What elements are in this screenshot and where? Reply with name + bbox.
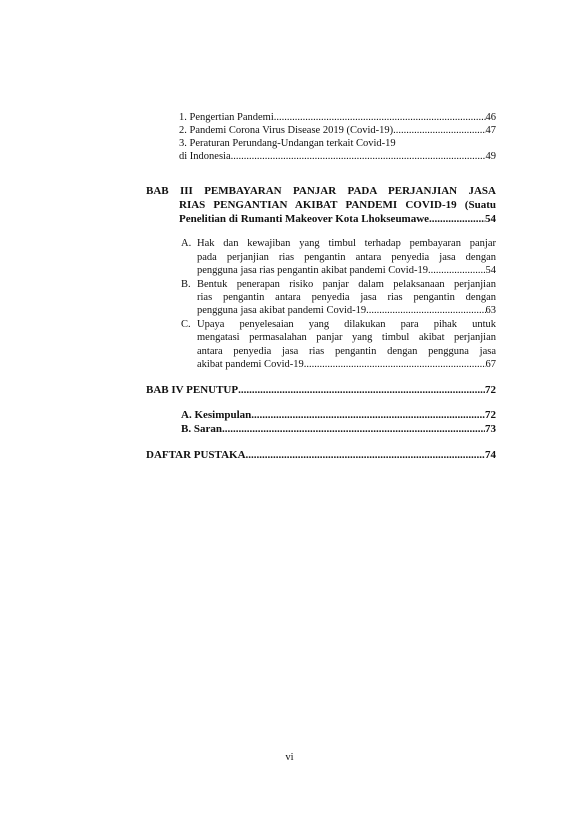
toc-leader — [274, 111, 486, 124]
toc-leader — [231, 150, 486, 163]
item-line[interactable] — [197, 358, 496, 371]
toc-entry-text: 2. Pandemi Corona Virus Disease 2019 (Covid-19) — [179, 125, 394, 136]
toc-entry[interactable] — [179, 124, 496, 137]
chapter-heading-line[interactable] — [146, 449, 496, 462]
chapter-heading-line[interactable] — [179, 213, 496, 226]
item-line[interactable] — [197, 264, 496, 277]
item-page: 63 — [485, 305, 496, 316]
item-letter: B. — [181, 279, 191, 290]
item-line[interactable]: antara penyedia jasa rias pengantin dengan pengguna jasa — [197, 346, 496, 357]
item-page: 67 — [485, 359, 496, 370]
page-number: vi — [285, 752, 294, 763]
chapter-heading-text: DAFTAR PUSTAKA — [146, 449, 246, 461]
item-line[interactable]: Bentuk penerapan risiko panjar dalam pelaksanaan perjanjian — [197, 279, 496, 290]
toc-entry-page: 72 — [485, 409, 496, 421]
chapter-heading-text: Penelitian di Rumanti Makeover Kota Lhokseumawe — [179, 213, 430, 225]
toc-leader — [246, 449, 485, 462]
item-line[interactable]: Hak dan kewajiban yang timbul terhadap pembayaran panjar — [197, 238, 496, 249]
item-letter: C. — [181, 319, 191, 330]
toc-leader — [393, 124, 485, 137]
toc-entry-text: di Indonesia — [179, 151, 231, 162]
toc-entry-text: A. Kesimpulan — [181, 409, 252, 421]
toc-entry[interactable] — [179, 111, 496, 124]
toc-entry-page: 47 — [485, 125, 496, 136]
item-text: pengguna jasa akibat pandemi Covid-19 — [197, 305, 367, 316]
toc-leader — [304, 358, 486, 371]
item-line[interactable]: rias pengantin antara penyedia jasa rias pengantin dengan — [197, 292, 496, 303]
toc-entry-text: B. Saran — [181, 423, 222, 435]
toc-entry-page: 46 — [485, 112, 496, 123]
chapter-page: 72 — [485, 384, 496, 396]
toc-leader — [251, 409, 485, 422]
chapter-page: 74 — [485, 449, 496, 461]
item-line[interactable] — [197, 304, 496, 317]
item-line[interactable]: Upaya penyelesaian yang dilakukan para pihak untuk — [197, 319, 496, 330]
toc-entry-page: 73 — [485, 423, 496, 435]
item-letter: A. — [181, 238, 192, 249]
chapter-heading-line[interactable] — [146, 384, 496, 397]
chapter-heading-line[interactable]: RIAS PENGANTIAN AKIBAT PANDEMI COVID-19 (Suatu — [179, 199, 496, 211]
toc-entry[interactable] — [181, 409, 496, 422]
toc-entry-text: 1. Pengertian Pandemi — [179, 112, 274, 123]
item-line[interactable]: pada perjanjian rias pengantin antara penyedia jasa dengan — [197, 252, 496, 263]
toc-leader — [366, 304, 485, 317]
item-line[interactable]: mengatasi permasalahan panjar yang timbul akibat perjanjian — [197, 332, 496, 343]
chapter-page: 54 — [485, 213, 496, 225]
toc-leader — [222, 423, 485, 436]
toc-leader — [428, 264, 486, 277]
toc-entry[interactable] — [179, 150, 496, 163]
toc-leader — [238, 384, 485, 397]
item-text: pengguna jasa rias pengantin akibat pandemi Covid-19 — [197, 265, 428, 276]
toc-entry-page: 49 — [485, 151, 496, 162]
chapter-heading-line[interactable]: BAB III PEMBAYARAN PANJAR PADA PERJANJIAN JASA — [146, 185, 496, 197]
chapter-heading-text: BAB IV PENUTUP — [146, 384, 239, 396]
item-text: akibat pandemi Covid-19 — [197, 359, 304, 370]
toc-entry-text: 3. Peraturan Perundang-Undangan terkait Covid-19 — [179, 138, 396, 149]
item-page: 54 — [485, 265, 496, 276]
toc-leader — [429, 213, 485, 226]
toc-entry[interactable] — [181, 423, 496, 436]
